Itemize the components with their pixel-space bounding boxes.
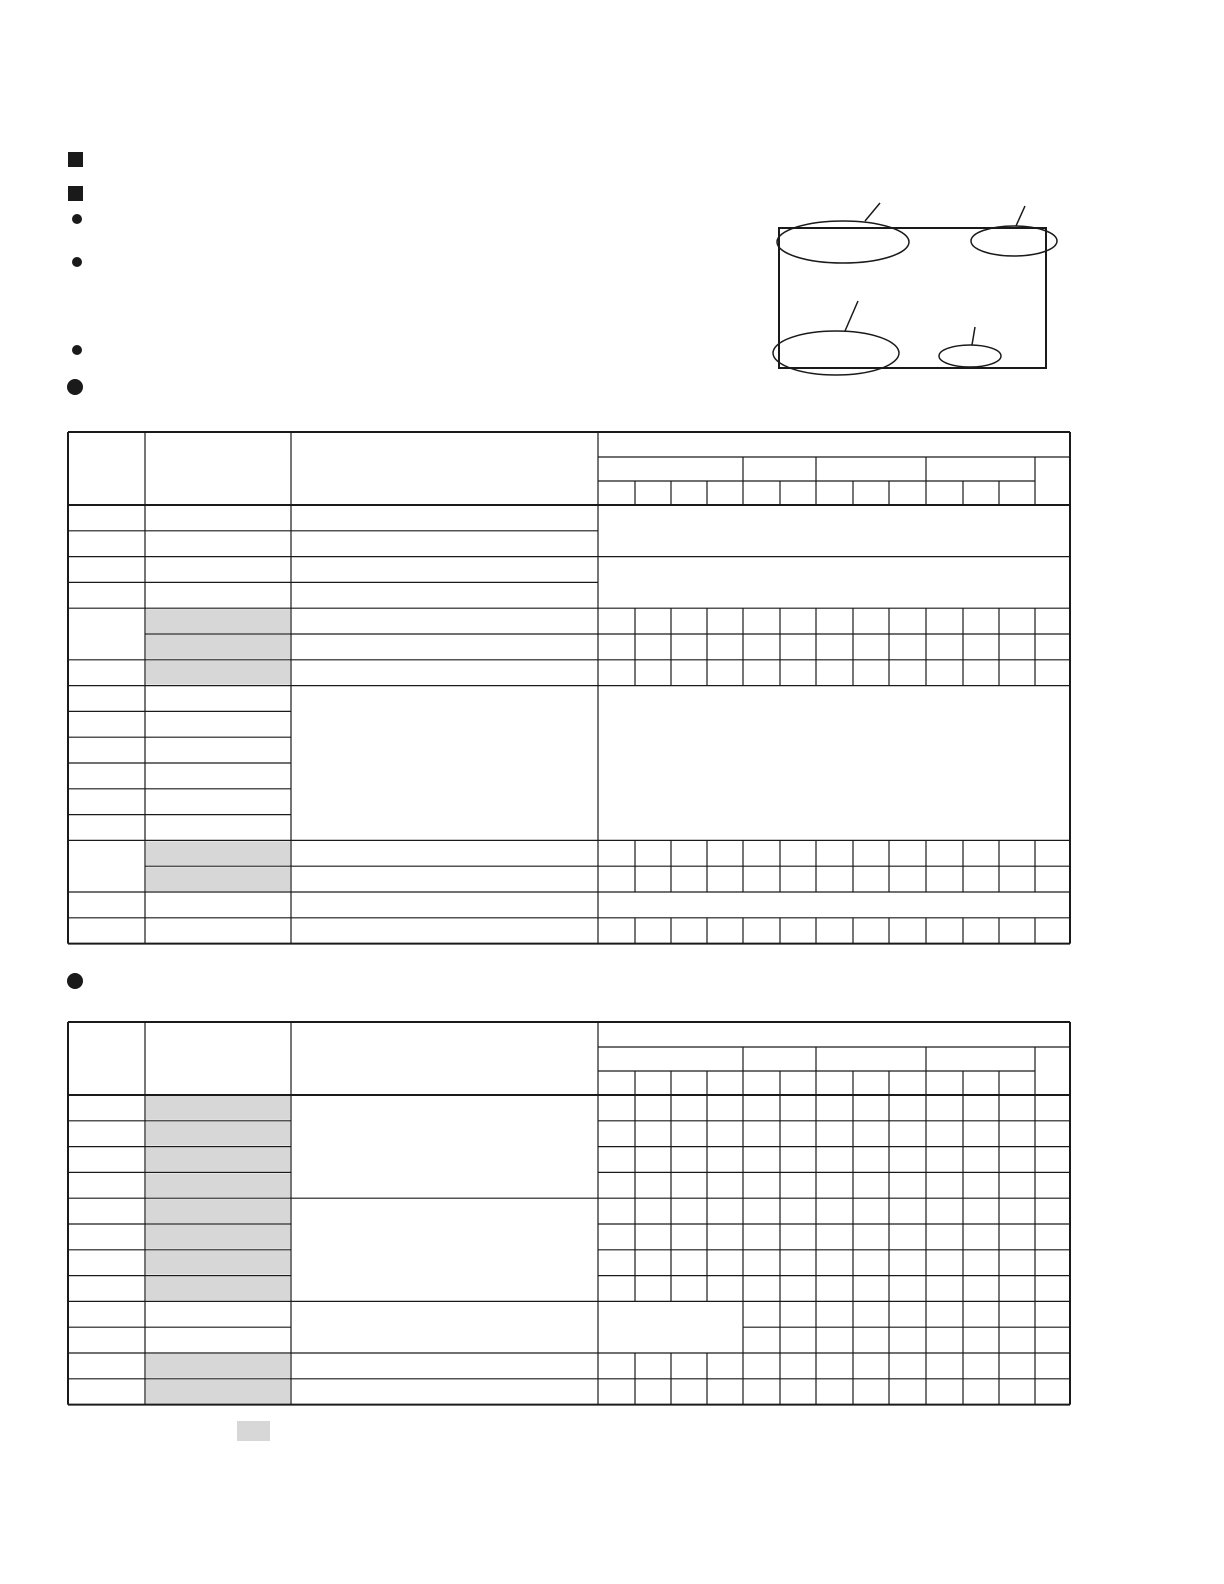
top-left-leader — [865, 203, 880, 221]
shaded-cell-r14 — [146, 867, 290, 891]
bottom-left-leader — [845, 301, 858, 331]
shaded-cell-r3 — [146, 1173, 290, 1197]
top-right-leader — [1016, 206, 1025, 226]
shaded-cell-swatch — [237, 1421, 270, 1441]
bottom-right-leader — [972, 327, 975, 345]
bullet-1 — [72, 214, 82, 224]
shaded-cell-r4 — [146, 1199, 290, 1223]
shaded-cell-r6 — [146, 1251, 290, 1275]
table-2-marker — [67, 973, 83, 989]
display-frame — [779, 228, 1046, 368]
table-2-grid — [67, 1021, 1072, 1407]
shaded-cell-r4 — [146, 609, 290, 633]
section-square-marker-2 — [68, 186, 83, 201]
top-right-callout — [971, 226, 1057, 256]
shaded-cell-r5 — [146, 1225, 290, 1249]
shaded-cell-r0 — [146, 1096, 290, 1120]
shaded-cell-r11 — [146, 1380, 290, 1404]
table-2 — [67, 1021, 1072, 1407]
bullet-2 — [72, 257, 82, 267]
table-1-grid — [67, 431, 1072, 946]
shaded-cell-r10 — [146, 1354, 290, 1378]
display-diagram — [770, 198, 1070, 380]
shaded-cell-r13 — [146, 841, 290, 865]
shaded-cell-r2 — [146, 1148, 290, 1172]
section-square-marker-1 — [68, 152, 83, 167]
display-diagram-svg — [770, 198, 1070, 380]
shaded-cell-r1 — [146, 1122, 290, 1146]
bullet-3 — [72, 345, 82, 355]
shaded-cell-r5 — [146, 635, 290, 659]
bottom-right-callout — [939, 345, 1001, 367]
shaded-cell-r6 — [146, 661, 290, 685]
table-1-marker — [67, 379, 83, 395]
shaded-cell-r7 — [146, 1277, 290, 1301]
table-1 — [67, 431, 1072, 946]
